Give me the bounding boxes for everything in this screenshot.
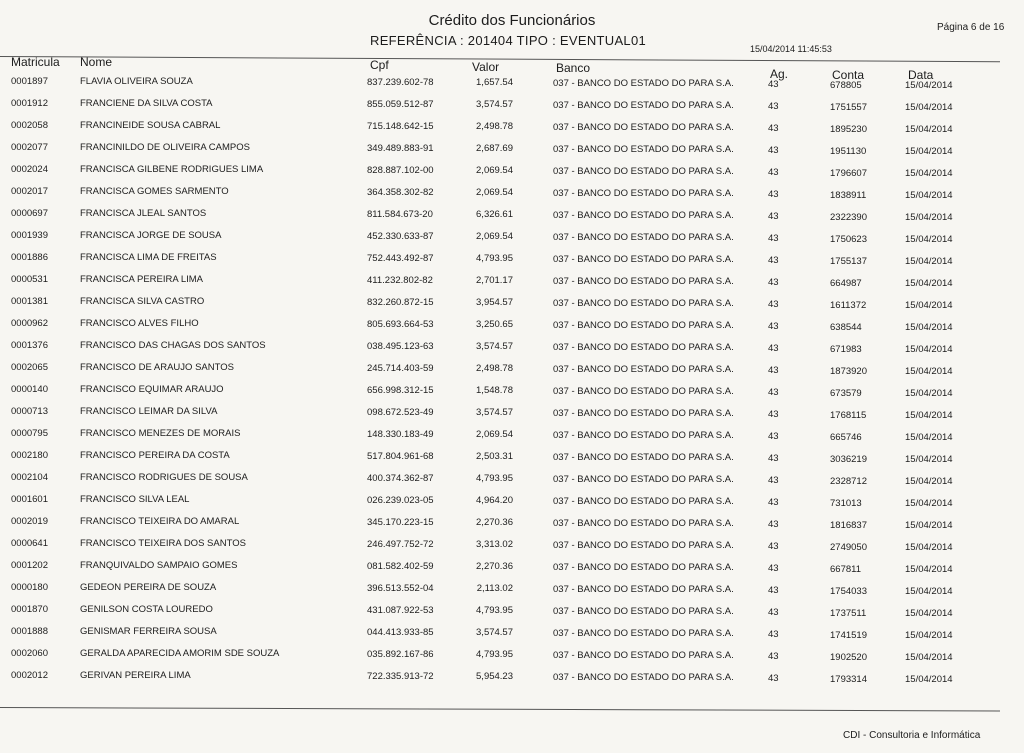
cell-conta: 3036219	[830, 453, 867, 465]
table-row	[0, 406, 1024, 426]
cell-nome: FRANCISCO TEIXEIRA DO AMARAL	[80, 516, 240, 527]
cell-banco: 037 - BANCO DO ESTADO DO PARA S.A.	[553, 100, 734, 112]
cell-data: 15/04/2014	[905, 454, 953, 466]
cell-matricula: 0002060	[11, 648, 48, 659]
cell-ag: 43	[768, 232, 779, 244]
cell-data: 15/04/2014	[905, 80, 953, 92]
cell-ag: 43	[768, 474, 779, 486]
cell-nome: FRANCINILDO DE OLIVEIRA CAMPOS	[80, 142, 250, 153]
cell-matricula: 0001912	[11, 98, 48, 109]
cell-nome: GERALDA APARECIDA AMORIM SDE SOUZA	[80, 648, 280, 659]
report-title: Crédito dos Funcionários	[428, 12, 596, 29]
header-valor: Valor	[472, 60, 500, 74]
cell-data: 15/04/2014	[905, 652, 953, 664]
cell-ag: 43	[768, 320, 779, 332]
cell-banco: 037 - BANCO DO ESTADO DO PARA S.A.	[553, 78, 734, 90]
cell-banco: 037 - BANCO DO ESTADO DO PARA S.A.	[553, 364, 734, 376]
cell-cpf: 098.672.523-49	[367, 406, 434, 418]
cell-data: 15/04/2014	[905, 586, 953, 598]
cell-cpf: 349.489.883-91	[367, 142, 434, 154]
cell-nome: FRANCISCO SILVA LEAL	[80, 494, 190, 505]
cell-cpf: 245.714.403-59	[367, 362, 434, 374]
table-row	[0, 626, 1024, 646]
cell-data: 15/04/2014	[905, 344, 953, 356]
cell-nome: GENISMAR FERREIRA SOUSA	[80, 626, 217, 637]
cell-banco: 037 - BANCO DO ESTADO DO PARA S.A.	[553, 672, 734, 684]
cell-data: 15/04/2014	[905, 234, 953, 246]
report-subtitle: REFERÊNCIA : 201404 TIPO : EVENTUAL01	[370, 33, 647, 48]
cell-ag: 43	[768, 166, 779, 178]
cell-cpf: 035.892.167-86	[367, 648, 434, 660]
cell-ag: 43	[768, 122, 779, 134]
cell-cpf: 411.232.802-82	[367, 274, 433, 286]
cell-conta: 638544	[830, 321, 862, 333]
cell-banco: 037 - BANCO DO ESTADO DO PARA S.A.	[553, 518, 734, 530]
cell-cpf: 364.358.302-82	[367, 186, 434, 198]
cell-ag: 43	[768, 408, 779, 420]
header-matricula: Matricula	[11, 55, 60, 69]
cell-valor: 3,574.57	[476, 99, 513, 111]
cell-banco: 037 - BANCO DO ESTADO DO PARA S.A.	[553, 452, 734, 464]
table-row	[0, 186, 1024, 206]
table-row	[0, 142, 1024, 162]
cell-valor: 2,701.17	[476, 275, 513, 287]
cell-banco: 037 - BANCO DO ESTADO DO PARA S.A.	[553, 584, 734, 596]
cell-cpf: 752.443.492-87	[367, 252, 434, 264]
cell-cpf: 452.330.633-87	[367, 230, 434, 242]
cell-valor: 1,657.54	[476, 77, 513, 89]
cell-nome: FRANCISCA GOMES SARMENTO	[80, 186, 229, 197]
cell-nome: FRANCISCA PEREIRA LIMA	[80, 274, 204, 285]
cell-conta: 1754033	[830, 585, 867, 597]
report-timestamp: 15/04/2014 11:45:53	[750, 44, 832, 54]
cell-data: 15/04/2014	[905, 146, 953, 158]
table-row	[0, 472, 1024, 492]
cell-nome: FRANCIENE DA SILVA COSTA	[80, 98, 213, 109]
cell-banco: 037 - BANCO DO ESTADO DO PARA S.A.	[553, 232, 734, 244]
cell-banco: 037 - BANCO DO ESTADO DO PARA S.A.	[553, 342, 734, 354]
cell-conta: 1611372	[830, 299, 867, 311]
table-row	[0, 252, 1024, 272]
table-row	[0, 296, 1024, 316]
cell-ag: 43	[768, 606, 779, 618]
cell-nome: FRANCISCO TEIXEIRA DOS SANTOS	[80, 538, 246, 549]
cell-valor: 2,687.69	[476, 143, 513, 155]
cell-matricula: 0000795	[11, 428, 48, 439]
cell-cpf: 038.495.123-63	[367, 340, 434, 352]
cell-conta: 664987	[830, 277, 862, 289]
cell-data: 15/04/2014	[905, 278, 953, 290]
cell-valor: 6,326.61	[476, 209, 513, 221]
table-row	[0, 76, 1024, 96]
table-row	[0, 582, 1024, 602]
cell-data: 15/04/2014	[905, 630, 953, 642]
cell-ag: 43	[768, 562, 779, 574]
table-row	[0, 164, 1024, 184]
cell-cpf: 811.584.673-20	[367, 208, 433, 220]
cell-valor: 4,793.95	[476, 605, 513, 617]
cell-cpf: 246.497.752-72	[367, 538, 434, 550]
cell-conta: 731013	[830, 497, 862, 509]
cell-valor: 2,069.54	[476, 231, 513, 243]
cell-valor: 3,250.65	[476, 319, 513, 331]
cell-valor: 2,113.02	[476, 583, 513, 595]
cell-ag: 43	[768, 210, 779, 222]
cell-banco: 037 - BANCO DO ESTADO DO PARA S.A.	[553, 562, 734, 574]
cell-cpf: 715.148.642-15	[367, 120, 434, 132]
cell-data: 15/04/2014	[905, 410, 953, 422]
cell-banco: 037 - BANCO DO ESTADO DO PARA S.A.	[553, 650, 734, 662]
cell-ag: 43	[768, 672, 779, 684]
cell-data: 15/04/2014	[905, 366, 953, 378]
cell-banco: 037 - BANCO DO ESTADO DO PARA S.A.	[553, 166, 734, 178]
cell-valor: 3,574.57	[476, 407, 513, 419]
cell-ag: 43	[768, 100, 779, 112]
cell-ag: 43	[768, 430, 779, 442]
cell-banco: 037 - BANCO DO ESTADO DO PARA S.A.	[553, 474, 734, 486]
cell-data: 15/04/2014	[905, 190, 953, 202]
cell-conta: 671983	[830, 343, 862, 355]
header-banco: Banco	[556, 61, 591, 75]
cell-valor: 3,574.57	[476, 341, 513, 353]
cell-ag: 43	[768, 276, 779, 288]
cell-nome: GENILSON COSTA LOUREDO	[80, 604, 213, 615]
cell-matricula: 0002024	[11, 164, 48, 175]
cell-ag: 43	[768, 364, 779, 376]
table-row	[0, 560, 1024, 580]
cell-matricula: 0001870	[11, 604, 48, 615]
cell-data: 15/04/2014	[905, 212, 953, 224]
cell-matricula: 0000641	[11, 538, 48, 549]
cell-nome: FRANCISCO EQUIMAR ARAUJO	[80, 384, 224, 395]
cell-matricula: 0001601	[11, 494, 48, 505]
cell-ag: 43	[768, 628, 779, 640]
cell-conta: 665746	[830, 431, 862, 443]
cell-nome: FRANCISCO RODRIGUES DE SOUSA	[80, 472, 248, 483]
cell-valor: 2,069.54	[476, 165, 513, 177]
cell-data: 15/04/2014	[905, 608, 953, 620]
cell-matricula: 0000531	[11, 274, 48, 285]
cell-matricula: 0002077	[11, 142, 48, 153]
cell-matricula: 0001888	[11, 626, 48, 637]
cell-data: 15/04/2014	[905, 102, 953, 114]
cell-nome: FRANCISCA LIMA DE FREITAS	[80, 252, 217, 263]
cell-valor: 4,793.95	[476, 473, 513, 485]
header-ag: Ag.	[770, 67, 789, 81]
cell-banco: 037 - BANCO DO ESTADO DO PARA S.A.	[553, 210, 734, 222]
cell-data: 15/04/2014	[905, 674, 953, 686]
table-row	[0, 384, 1024, 404]
cell-cpf: 026.239.023-05	[367, 494, 434, 506]
cell-conta: 1873920	[830, 365, 867, 377]
header-cpf: Cpf	[370, 58, 389, 72]
footer-company: CDI - Consultoria e Informática	[843, 730, 981, 741]
cell-valor: 4,793.95	[476, 253, 513, 265]
cell-data: 15/04/2014	[905, 388, 953, 400]
cell-conta: 1951130	[830, 145, 867, 157]
cell-ag: 43	[768, 518, 779, 530]
cell-conta: 2749050	[830, 541, 867, 553]
cell-ag: 43	[768, 584, 779, 596]
cell-cpf: 837.239.602-78	[367, 76, 434, 88]
cell-banco: 037 - BANCO DO ESTADO DO PARA S.A.	[553, 606, 734, 618]
cell-ag: 43	[768, 78, 779, 90]
cell-matricula: 0001886	[11, 252, 48, 263]
table-row	[0, 98, 1024, 118]
cell-data: 15/04/2014	[905, 564, 953, 576]
cell-ag: 43	[768, 650, 779, 662]
cell-banco: 037 - BANCO DO ESTADO DO PARA S.A.	[553, 254, 734, 266]
header-data: Data	[908, 68, 934, 82]
table-row	[0, 362, 1024, 382]
cell-banco: 037 - BANCO DO ESTADO DO PARA S.A.	[553, 540, 734, 552]
cell-cpf: 081.582.402-59	[367, 560, 434, 572]
cell-data: 15/04/2014	[905, 542, 953, 554]
cell-banco: 037 - BANCO DO ESTADO DO PARA S.A.	[553, 496, 734, 508]
cell-nome: FRANCISCA JORGE DE SOUSA	[80, 230, 222, 241]
cell-cpf: 345.170.223-15	[367, 516, 434, 528]
cell-matricula: 0002104	[11, 472, 48, 483]
cell-conta: 1796607	[830, 167, 867, 179]
cell-matricula: 0001202	[11, 560, 48, 571]
cell-nome: FRANCISCO LEIMAR DA SILVA	[80, 406, 218, 417]
cell-matricula: 0001897	[11, 76, 48, 87]
cell-cpf: 828.887.102-00	[367, 164, 434, 176]
cell-valor: 3,574.57	[476, 627, 513, 639]
cell-ag: 43	[768, 144, 779, 156]
cell-ag: 43	[768, 540, 779, 552]
cell-banco: 037 - BANCO DO ESTADO DO PARA S.A.	[553, 430, 734, 442]
cell-conta: 1751557	[830, 101, 867, 113]
table-row	[0, 604, 1024, 624]
cell-conta: 1737511	[830, 607, 867, 619]
cell-conta: 2322390	[830, 211, 867, 223]
table-row	[0, 208, 1024, 228]
table-row	[0, 318, 1024, 338]
cell-matricula: 0000180	[11, 582, 48, 593]
cell-conta: 1895230	[830, 123, 867, 135]
cell-data: 15/04/2014	[905, 498, 953, 510]
cell-conta: 1838911	[830, 189, 867, 201]
cell-data: 15/04/2014	[905, 432, 953, 444]
cell-nome: FRANCISCO PEREIRA DA COSTA	[80, 450, 230, 461]
cell-ag: 43	[768, 386, 779, 398]
cell-matricula: 0000140	[11, 384, 48, 395]
cell-nome: FLAVIA OLIVEIRA SOUZA	[80, 76, 193, 87]
cell-nome: FRANCISCO MENEZES DE MORAIS	[80, 428, 241, 439]
table-row	[0, 428, 1024, 448]
cell-conta: 678805	[830, 79, 862, 91]
header-nome: Nome	[80, 55, 113, 69]
cell-nome: FRANCISCA SILVA CASTRO	[80, 296, 205, 307]
cell-cpf: 148.330.183-49	[367, 428, 434, 440]
cell-matricula: 0001376	[11, 340, 48, 351]
cell-cpf: 044.413.933-85	[367, 626, 434, 638]
cell-banco: 037 - BANCO DO ESTADO DO PARA S.A.	[553, 628, 734, 640]
cell-nome: GEDEON PEREIRA DE SOUZA	[80, 582, 217, 593]
cell-ag: 43	[768, 188, 779, 200]
cell-matricula: 0002019	[11, 516, 48, 527]
cell-nome: FRANCISCO DE ARAUJO SANTOS	[80, 362, 234, 373]
cell-valor: 2,069.54	[476, 187, 513, 199]
cell-conta: 1750623	[830, 233, 867, 245]
cell-ag: 43	[768, 496, 779, 508]
cell-valor: 2,270.36	[476, 561, 513, 573]
cell-conta: 1741519	[830, 629, 867, 641]
cell-matricula: 0002065	[11, 362, 48, 373]
cell-valor: 5,954.23	[476, 671, 513, 683]
cell-valor: 2,270.36	[476, 517, 513, 529]
cell-banco: 037 - BANCO DO ESTADO DO PARA S.A.	[553, 408, 734, 420]
cell-matricula: 0000713	[11, 406, 48, 417]
cell-conta: 2328712	[830, 475, 867, 487]
cell-valor: 1,548.78	[476, 385, 513, 397]
cell-banco: 037 - BANCO DO ESTADO DO PARA S.A.	[553, 144, 734, 156]
cell-ag: 43	[768, 254, 779, 266]
cell-cpf: 400.374.362-87	[367, 472, 434, 484]
cell-data: 15/04/2014	[905, 520, 953, 532]
cell-conta: 667811	[830, 563, 861, 575]
cell-banco: 037 - BANCO DO ESTADO DO PARA S.A.	[553, 188, 734, 200]
cell-nome: FRANCINEIDE SOUSA CABRAL	[80, 120, 221, 131]
page-number: Página 6 de 16	[937, 22, 1005, 33]
cell-matricula: 0002058	[11, 120, 48, 131]
cell-valor: 3,313.02	[476, 539, 513, 551]
cell-banco: 037 - BANCO DO ESTADO DO PARA S.A.	[553, 276, 734, 288]
table-row	[0, 494, 1024, 514]
cell-data: 15/04/2014	[905, 300, 953, 312]
cell-cpf: 832.260.872-15	[367, 296, 434, 308]
cell-data: 15/04/2014	[905, 322, 953, 334]
cell-nome: FRANCISCO DAS CHAGAS DOS SANTOS	[80, 340, 266, 351]
cell-cpf: 517.804.961-68	[367, 450, 434, 462]
cell-conta: 1755137	[830, 255, 867, 267]
cell-cpf: 431.087.922-53	[367, 604, 434, 616]
cell-conta: 1768115	[830, 409, 867, 421]
cell-cpf: 805.693.664-53	[367, 318, 434, 330]
cell-matricula: 0001381	[11, 296, 48, 307]
table-row	[0, 538, 1024, 558]
cell-nome: FRANCISCO ALVES FILHO	[80, 318, 199, 329]
cell-conta: 1793314	[830, 673, 867, 685]
cell-cpf: 656.998.312-15	[367, 384, 434, 396]
table-row	[0, 450, 1024, 470]
cell-valor: 4,964.20	[476, 495, 513, 507]
table-row	[0, 516, 1024, 536]
cell-valor: 3,954.57	[476, 297, 513, 309]
cell-cpf: 396.513.552-04	[367, 582, 434, 594]
cell-matricula: 0000697	[11, 208, 48, 219]
table-row	[0, 274, 1024, 294]
footer-divider	[0, 707, 1000, 711]
cell-valor: 2,498.78	[476, 121, 513, 133]
cell-banco: 037 - BANCO DO ESTADO DO PARA S.A.	[553, 320, 734, 332]
cell-cpf: 855.059.512-87	[367, 98, 434, 110]
cell-ag: 43	[768, 298, 779, 310]
cell-cpf: 722.335.913-72	[367, 670, 434, 682]
table-row	[0, 648, 1024, 668]
cell-conta: 673579	[830, 387, 862, 399]
cell-banco: 037 - BANCO DO ESTADO DO PARA S.A.	[553, 122, 734, 134]
cell-nome: FRANCISCA GILBENE RODRIGUES LIMA	[80, 164, 264, 175]
cell-banco: 037 - BANCO DO ESTADO DO PARA S.A.	[553, 298, 734, 310]
cell-matricula: 0002017	[11, 186, 48, 197]
cell-ag: 43	[768, 452, 779, 464]
cell-banco: 037 - BANCO DO ESTADO DO PARA S.A.	[553, 386, 734, 398]
cell-data: 15/04/2014	[905, 168, 953, 180]
cell-nome: FRANCISCA JLEAL SANTOS	[80, 208, 207, 219]
cell-conta: 1816837	[830, 519, 867, 531]
cell-valor: 2,503.31	[476, 451, 513, 463]
cell-valor: 4,793.95	[476, 649, 513, 661]
cell-matricula: 0000962	[11, 318, 48, 329]
header-conta: Conta	[832, 68, 865, 82]
cell-valor: 2,498.78	[476, 363, 513, 375]
cell-nome: GERIVAN PEREIRA LIMA	[80, 670, 191, 681]
cell-conta: 1902520	[830, 651, 867, 663]
table-row	[0, 340, 1024, 360]
table-row	[0, 230, 1024, 250]
cell-matricula: 0002012	[11, 670, 48, 681]
cell-valor: 2,069.54	[476, 429, 513, 441]
cell-matricula: 0002180	[11, 450, 48, 461]
table-row	[0, 670, 1024, 690]
cell-data: 15/04/2014	[905, 124, 953, 136]
header-divider	[0, 56, 1000, 62]
cell-data: 15/04/2014	[905, 476, 953, 488]
table-row	[0, 120, 1024, 140]
cell-matricula: 0001939	[11, 230, 48, 241]
cell-nome: FRANQUIVALDO SAMPAIO GOMES	[80, 560, 238, 571]
cell-ag: 43	[768, 342, 779, 354]
cell-data: 15/04/2014	[905, 256, 953, 268]
